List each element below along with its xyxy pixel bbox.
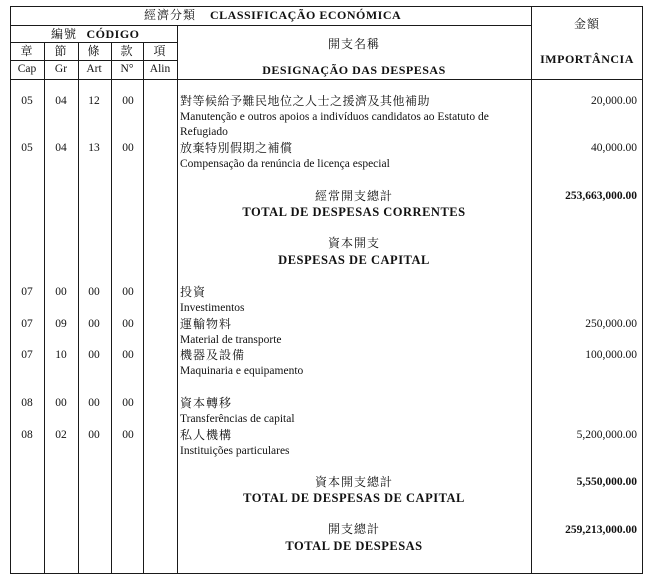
col-sep-n xyxy=(143,42,144,573)
code-cn: 編號 xyxy=(50,27,78,41)
grand-total-pt: TOTAL DE DESPESAS xyxy=(285,539,423,553)
classification-cn: 經濟分類 xyxy=(143,8,197,22)
col-sep-art xyxy=(111,42,112,573)
cap-row-5-amount: 5,200,000.00 xyxy=(576,429,637,441)
row-1-n: 00 xyxy=(122,95,134,107)
designation-cn: 開支名稱 xyxy=(327,37,381,51)
total-capital-pt: TOTAL DE DESPESAS DE CAPITAL xyxy=(243,491,465,505)
col-pt-gr: Gr xyxy=(54,63,68,75)
col-sep-desc xyxy=(177,25,178,573)
cap-row-3-gr: 10 xyxy=(55,349,67,361)
row-2-art: 13 xyxy=(88,142,100,154)
capital-heading-pt: DESPESAS DE CAPITAL xyxy=(278,253,430,267)
col-pt-cap: Cap xyxy=(17,63,37,75)
col-cn-cap: 章 xyxy=(20,44,34,58)
cap-row-1-cap: 07 xyxy=(21,286,33,298)
cap-row-4-gr: 00 xyxy=(55,397,67,409)
cap-row-3-amount: 100,000.00 xyxy=(585,349,637,361)
cap-row-5-gr: 02 xyxy=(55,429,67,441)
cap-row-1-desc-cn: 投資 xyxy=(180,285,207,299)
cap-row-5-art: 00 xyxy=(88,429,100,441)
designation-pt: DESIGNAÇÃO DAS DESPESAS xyxy=(262,63,446,77)
header-rule-2 xyxy=(10,42,177,43)
table-border-top xyxy=(10,6,643,7)
row-1-desc-pt-2: Refugiado xyxy=(180,126,228,138)
table-border-right xyxy=(642,6,643,574)
row-2-gr: 04 xyxy=(55,142,67,154)
cap-row-4-desc-pt: Transferências de capital xyxy=(180,413,295,425)
amount-cn: 金額 xyxy=(573,17,601,31)
cap-row-3-desc-cn: 機器及設備 xyxy=(180,348,246,362)
capital-heading-cn: 資本開支 xyxy=(327,236,381,250)
table-border-bottom xyxy=(10,573,643,574)
cap-row-4-cap: 08 xyxy=(21,397,33,409)
cap-row-3-cap: 07 xyxy=(21,349,33,361)
row-2-cap: 05 xyxy=(21,142,33,154)
col-sep-gr xyxy=(78,42,79,573)
row-1-amount: 20,000.00 xyxy=(591,95,637,107)
cap-row-5-desc-pt: Instituições particulares xyxy=(180,445,290,457)
cap-row-5-cap: 08 xyxy=(21,429,33,441)
cap-row-1-gr: 00 xyxy=(55,286,67,298)
total-current-pt: TOTAL DE DESPESAS CORRENTES xyxy=(242,205,466,219)
col-cn-gr: 節 xyxy=(54,44,68,58)
cap-row-1-desc-pt: Investimentos xyxy=(180,302,245,314)
col-sep-amount xyxy=(531,6,532,573)
total-capital-amount: 5,550,000.00 xyxy=(576,476,637,488)
row-2-amount: 40,000.00 xyxy=(591,142,637,154)
total-current-amount: 253,663,000.00 xyxy=(565,190,637,202)
cap-row-2-desc-cn: 運輸物料 xyxy=(180,317,233,331)
col-cn-art: 條 xyxy=(87,44,101,58)
grand-total-cn: 開支總計 xyxy=(327,522,381,536)
amount-pt: IMPORTÂNCIA xyxy=(540,52,634,66)
cap-row-3-desc-pt: Maquinaria e equipamento xyxy=(180,365,304,377)
cap-row-4-desc-cn: 資本轉移 xyxy=(180,396,233,410)
row-1-desc-cn: 對等候給予難民地位之人士之援濟及其他補助 xyxy=(180,94,431,108)
row-1-gr: 04 xyxy=(55,95,67,107)
cap-row-3-n: 00 xyxy=(122,349,134,361)
header-rule-bottom xyxy=(10,79,643,80)
grand-total-amount: 259,213,000.00 xyxy=(565,524,637,536)
row-1-cap: 05 xyxy=(21,95,33,107)
cap-row-1-art: 00 xyxy=(88,286,100,298)
classification-pt: CLASSIFICAÇÃO ECONÓMICA xyxy=(210,8,402,22)
cap-row-4-art: 00 xyxy=(88,397,100,409)
table-border-left xyxy=(10,6,11,574)
cap-row-2-art: 00 xyxy=(88,318,100,330)
col-pt-art: Art xyxy=(86,63,102,75)
row-1-desc-pt-1: Manutenção e outros apoios a indivíduos candidatos ao Estatuto de xyxy=(180,111,489,123)
cap-row-2-n: 00 xyxy=(122,318,134,330)
header-rule-3 xyxy=(10,60,177,61)
row-2-desc-pt: Compensação da renúncia de licença especial xyxy=(180,158,390,170)
row-1-art: 12 xyxy=(88,95,100,107)
header-rule-1 xyxy=(10,25,531,26)
col-sep-cap xyxy=(44,42,45,573)
cap-row-2-desc-pt: Material de transporte xyxy=(180,334,282,346)
cap-row-3-art: 00 xyxy=(88,349,100,361)
col-pt-n: N° xyxy=(120,63,134,75)
col-cn-alin: 項 xyxy=(153,44,167,58)
cap-row-1-n: 00 xyxy=(122,286,134,298)
cap-row-2-cap: 07 xyxy=(21,318,33,330)
row-2-desc-cn: 放棄特別假期之補償 xyxy=(180,141,293,155)
cap-row-5-n: 00 xyxy=(122,429,134,441)
total-capital-cn: 資本開支總計 xyxy=(314,475,394,489)
col-pt-alin: Alin xyxy=(149,63,171,75)
code-pt: CÓDIGO xyxy=(86,27,140,41)
col-cn-n: 款 xyxy=(120,44,134,58)
cap-row-4-n: 00 xyxy=(122,397,134,409)
cap-row-2-amount: 250,000.00 xyxy=(585,318,637,330)
cap-row-2-gr: 09 xyxy=(55,318,67,330)
cap-row-5-desc-cn: 私人機構 xyxy=(180,428,233,442)
row-2-n: 00 xyxy=(122,142,134,154)
total-current-cn: 經常開支總計 xyxy=(314,189,394,203)
